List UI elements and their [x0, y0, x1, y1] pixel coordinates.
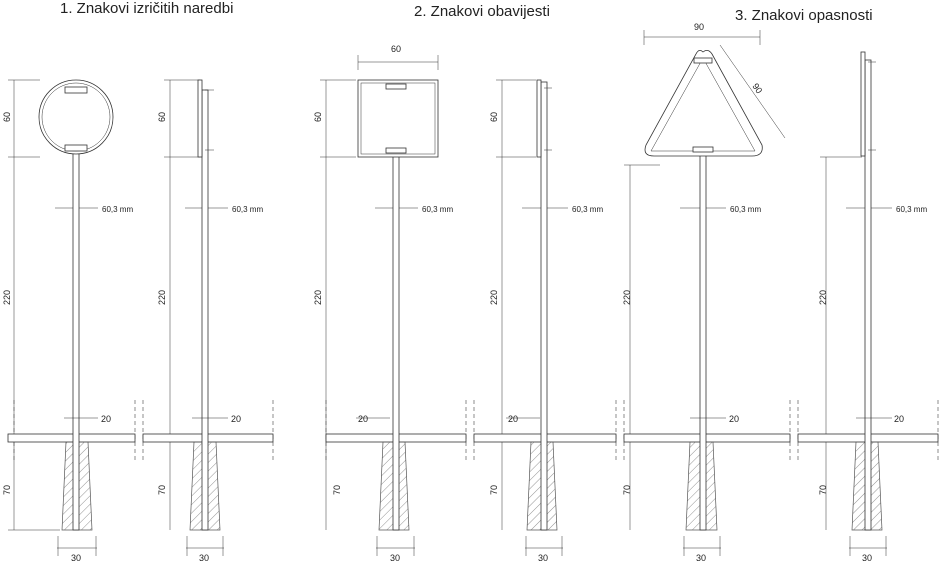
dim-foundation-width: 30	[538, 553, 549, 563]
unit-1-front	[2, 80, 135, 563]
dim-pole-height: 220	[818, 289, 828, 305]
dim-sign-height: 60	[157, 111, 167, 122]
dim-pole-diameter: 60,3 mm	[730, 205, 762, 214]
dim-pole-height: 220	[489, 289, 499, 305]
dim-sign-height: 60	[2, 111, 12, 122]
dim-pole-diameter: 60,3 mm	[232, 205, 264, 214]
title-information-signs: 2. Znakovi obavijesti	[414, 3, 550, 20]
dim-foundation-width: 30	[862, 553, 873, 563]
dim-pole-height: 220	[622, 289, 632, 305]
dim-pole-diameter: 60,3 mm	[102, 205, 134, 214]
dim-foundation-width: 30	[71, 553, 82, 563]
dim-sign-height: 60	[313, 111, 323, 122]
dim-pole-height: 220	[313, 289, 323, 305]
dim-pole-diameter: 60,3 mm	[422, 205, 454, 214]
dim-foundation-depth: 70	[2, 484, 12, 495]
dim-embed: 20	[508, 414, 519, 424]
dim-triangle-slant: 90	[750, 81, 765, 96]
dim-pole-diameter: 60,3 mm	[572, 205, 604, 214]
title-mandatory-signs: 1. Znakovi izričitih naredbi	[60, 0, 234, 17]
dim-embed: 20	[101, 414, 112, 424]
dim-foundation-width: 30	[390, 553, 401, 563]
dim-pole-height: 220	[2, 289, 12, 305]
unit-3-front	[622, 22, 790, 563]
dim-foundation-width: 30	[696, 553, 707, 563]
unit-2-side	[474, 80, 616, 563]
dim-pole-diameter: 60,3 mm	[896, 205, 928, 214]
unit-1-side	[143, 80, 273, 563]
dim-embed: 20	[729, 414, 740, 424]
dim-foundation-width: 30	[199, 553, 210, 563]
dim-foundation-depth: 70	[489, 484, 499, 495]
dim-embed: 20	[231, 414, 242, 424]
dim-sign-height: 60	[489, 111, 499, 122]
dim-embed: 20	[358, 414, 369, 424]
dim-info-sign-width: 60	[391, 44, 402, 54]
dim-pole-height: 220	[157, 289, 167, 305]
dim-foundation-depth: 70	[818, 484, 828, 495]
unit-3-side	[798, 52, 938, 563]
title-warning-signs: 3. Znakovi opasnosti	[735, 7, 873, 24]
dim-foundation-depth: 70	[622, 484, 632, 495]
unit-2-front	[313, 44, 466, 563]
dim-foundation-depth: 70	[157, 484, 167, 495]
dim-triangle-top: 90	[694, 22, 705, 32]
dim-embed: 20	[894, 414, 905, 424]
dim-foundation-depth: 70	[332, 484, 342, 495]
